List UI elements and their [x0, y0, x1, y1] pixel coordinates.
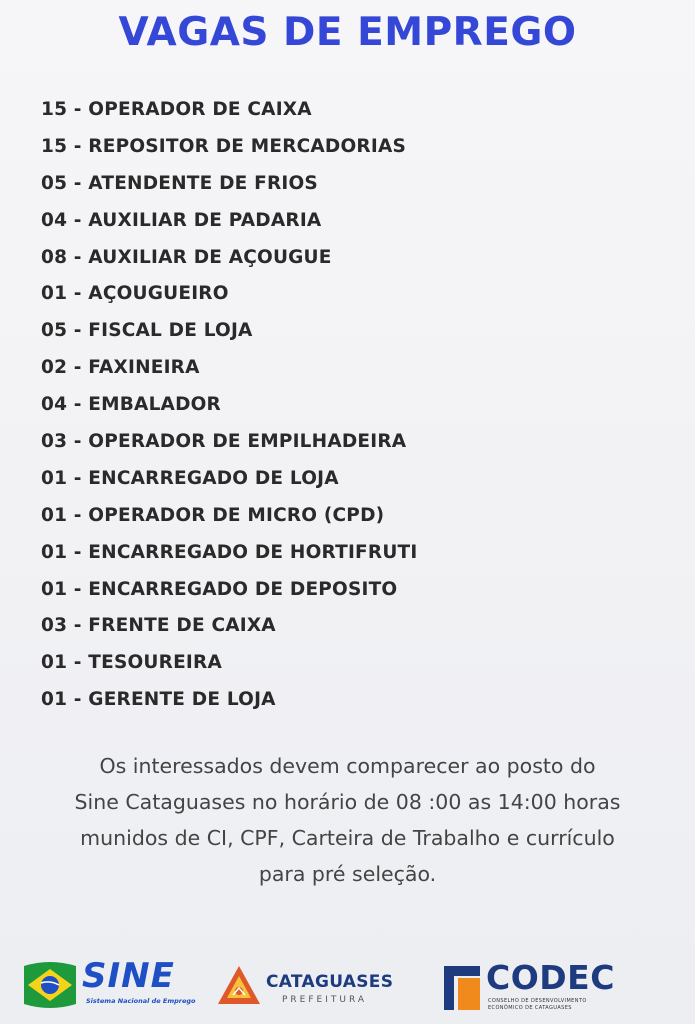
- list-item: 01 - GERENTE DE LOJA: [41, 689, 276, 711]
- instructions-line: munidos de CI, CPF, Carteira de Trabalho e currículo: [80, 826, 615, 850]
- cataguases-subtitle: PREFEITURA: [282, 995, 368, 1005]
- list-item: 15 - REPOSITOR DE MERCADORIAS: [41, 135, 406, 157]
- codec-logo: [442, 956, 622, 1014]
- codec-mark-icon: [442, 964, 482, 1012]
- list-item: 04 - AUXILIAR DE PADARIA: [41, 209, 322, 231]
- page-title: VAGAS DE EMPREGO: [118, 10, 577, 55]
- list-item: 01 - AÇOUGUEIRO: [41, 283, 229, 305]
- instructions-line: Sine Cataguases no horário de 08 :00 as 14:00 horas: [74, 790, 621, 814]
- sine-logo: [22, 956, 196, 1012]
- cataguases-emblem-icon: [216, 964, 262, 1006]
- brazil-flag-icon: [22, 960, 78, 1010]
- codec-subtitle: CONSELHO DE DESENVOLVIMENTO ECONÔMICO DE CATAGUASES: [488, 998, 587, 1011]
- list-item: 02 - FAXINEIRA: [41, 357, 200, 379]
- list-item: 05 - ATENDENTE DE FRIOS: [41, 172, 318, 194]
- sine-subtitle: Sistema Nacional de Emprego: [86, 997, 196, 1005]
- list-item: 01 - ENCARREGADO DE DEPOSITO: [41, 578, 398, 600]
- instructions-line: Os interessados devem comparecer ao posto do: [99, 754, 596, 778]
- list-item: 03 - FRENTE DE CAIXA: [41, 615, 276, 637]
- list-item: 01 - ENCARREGADO DE HORTIFRUTI: [41, 541, 418, 563]
- cataguases-name: CATAGUASES: [266, 972, 394, 992]
- sine-name: SINE: [82, 956, 175, 996]
- list-item: 15 - OPERADOR DE CAIXA: [41, 99, 312, 120]
- list-item: 05 - FISCAL DE LOJA: [41, 320, 253, 342]
- instructions-paragraph: [0, 748, 695, 892]
- list-item: 01 - OPERADOR DE MICRO (CPD): [41, 504, 385, 526]
- instructions-line: para pré seleção.: [258, 862, 437, 886]
- list-item: 04 - EMBALADOR: [41, 394, 222, 416]
- list-item: 03 - OPERADOR DE EMPILHADEIRA: [41, 431, 407, 453]
- sponsor-logos: [0, 948, 695, 1018]
- list-item: 01 - ENCARREGADO DE LOJA: [41, 467, 339, 489]
- codec-name: CODEC: [486, 958, 615, 997]
- job-list: [41, 92, 417, 719]
- list-item: 01 - TESOUREIRA: [41, 652, 222, 674]
- list-item: 08 - AUXILIAR DE AÇOUGUE: [41, 246, 332, 268]
- cataguases-logo: [216, 958, 416, 1014]
